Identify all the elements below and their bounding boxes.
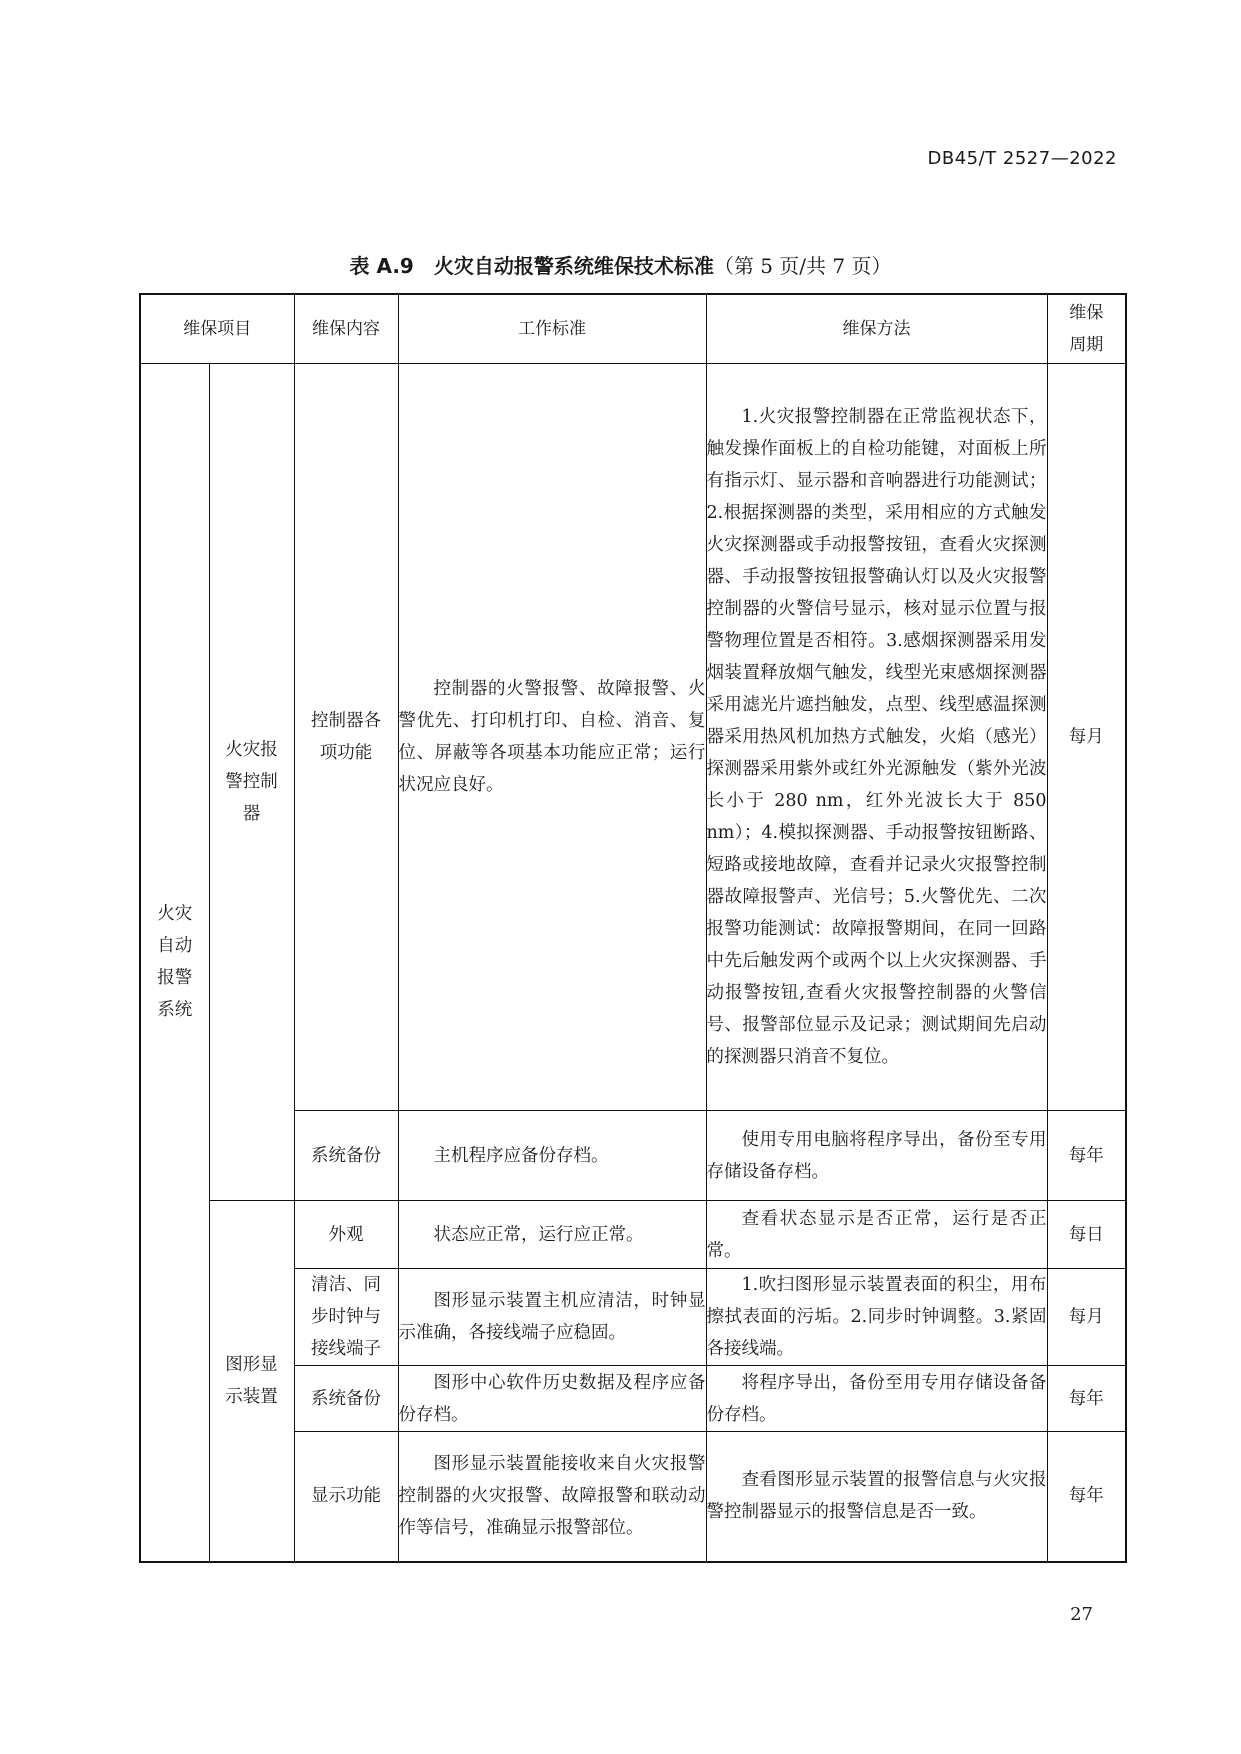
method-cell: 查看图形显示装置的报警信息与火灾报警控制器显示的报警信息是否一致。: [706, 1432, 1047, 1562]
maintenance-standard-table: [139, 293, 1127, 1563]
standard-cell: 图形显示装置主机应清洁，时钟显示准确，各接线端子应稳固。: [398, 1269, 706, 1366]
page-number: 27: [1070, 1604, 1093, 1625]
content-cell: 系统备份: [294, 1111, 398, 1201]
period-cell: 每月: [1047, 1269, 1126, 1366]
table-number: 表 A.9: [349, 254, 414, 278]
header-method: 维保方法: [706, 294, 1047, 364]
table-page-info: （第 5 页/共 7 页）: [713, 254, 892, 278]
document-code: DB45/T 2527—2022: [927, 148, 1117, 169]
standard-cell: 图形显示装置能接收来自火灾报警控制器的火灾报警、故障报警和联动动作等信号，准确显示报警部位。: [398, 1432, 706, 1562]
standard-cell: 状态应正常，运行应正常。: [398, 1201, 706, 1269]
header-period: 维保周期: [1047, 294, 1126, 364]
table-row: [140, 1201, 1126, 1269]
content-cell: 控制器各项功能: [294, 364, 398, 1111]
period-cell: 每年: [1047, 1366, 1126, 1432]
header-standard: 工作标准: [398, 294, 706, 364]
standard-cell: 控制器的火警报警、故障报警、火警优先、打印机打印、自检、消音、复位、屏蔽等各项基本功能应正常；运行状况应良好。: [398, 364, 706, 1111]
standard-cell: 图形中心软件历史数据及程序应备份存档。: [398, 1366, 706, 1432]
table-caption: [0, 250, 1241, 279]
content-cell: 显示功能: [294, 1432, 398, 1562]
method-cell: 1.吹扫图形显示装置表面的积尘，用布擦拭表面的污垢。2.同步时钟调整。3.紧固各接线端。: [706, 1269, 1047, 1366]
method-cell: 将程序导出，备份至用专用存储设备备份存档。: [706, 1366, 1047, 1432]
method-cell: 查看状态显示是否正常，运行是否正常。: [706, 1201, 1047, 1269]
period-cell: 每月: [1047, 364, 1126, 1111]
header-item: 维保项目: [140, 294, 294, 364]
header-content: 维保内容: [294, 294, 398, 364]
content-cell: 清洁、同步时钟与接线端子: [294, 1269, 398, 1366]
system-cell: 火灾自动报警系统: [140, 364, 209, 1562]
sub-item-cell: 火灾报警控制器: [209, 364, 294, 1201]
period-cell: 每年: [1047, 1111, 1126, 1201]
table-header-row: [140, 294, 1126, 364]
period-cell: 每年: [1047, 1432, 1126, 1562]
method-cell: 1.火灾报警控制器在正常监视状态下，触发操作面板上的自检功能键，对面板上所有指示灯、显示器和音响器进行功能测试；2.根据探测器的类型，采用相应的方式触发火灾探测器或手动报警按钮，查看火灾探测器、手动报警按钮报警确认灯以及火灾报警控制器的火警信号显示，核对显示位置与报警物理位置是否相符。3.感烟探测器采用发烟装置释放烟气触发，线型光束感烟探测器采用滤光片遮挡触发，点型、线型感温探测器采用热风机加热方式触发，火焰（感光）探测器采用紫外或红外光源触发（紫外光波长小于 280 nm，红外光波长大于 850 nm）；4.模拟探测器、手动报警按钮断路、短路或接地故障，查看并记录火灾报警控制器故障报警声、光信号；5.火警优先、二次报警功能测试：故障报警期间，在同一回路中先后触发两个或两个以上火灾探测器、手动报警按钮,查看火灾报警控制器的火警信号、报警部位显示及记录；测试期间先启动的探测器只消音不复位。: [706, 364, 1047, 1111]
content-cell: 系统备份: [294, 1366, 398, 1432]
period-cell: 每日: [1047, 1201, 1126, 1269]
table-title: 火灾自动报警系统维保技术标准: [433, 254, 714, 278]
sub-item-cell: 图形显示装置: [209, 1201, 294, 1562]
standard-cell: 主机程序应备份存档。: [398, 1111, 706, 1201]
method-cell: 使用专用电脑将程序导出，备份至专用存储设备存档。: [706, 1111, 1047, 1201]
table-row: [140, 364, 1126, 1111]
content-cell: 外观: [294, 1201, 398, 1269]
